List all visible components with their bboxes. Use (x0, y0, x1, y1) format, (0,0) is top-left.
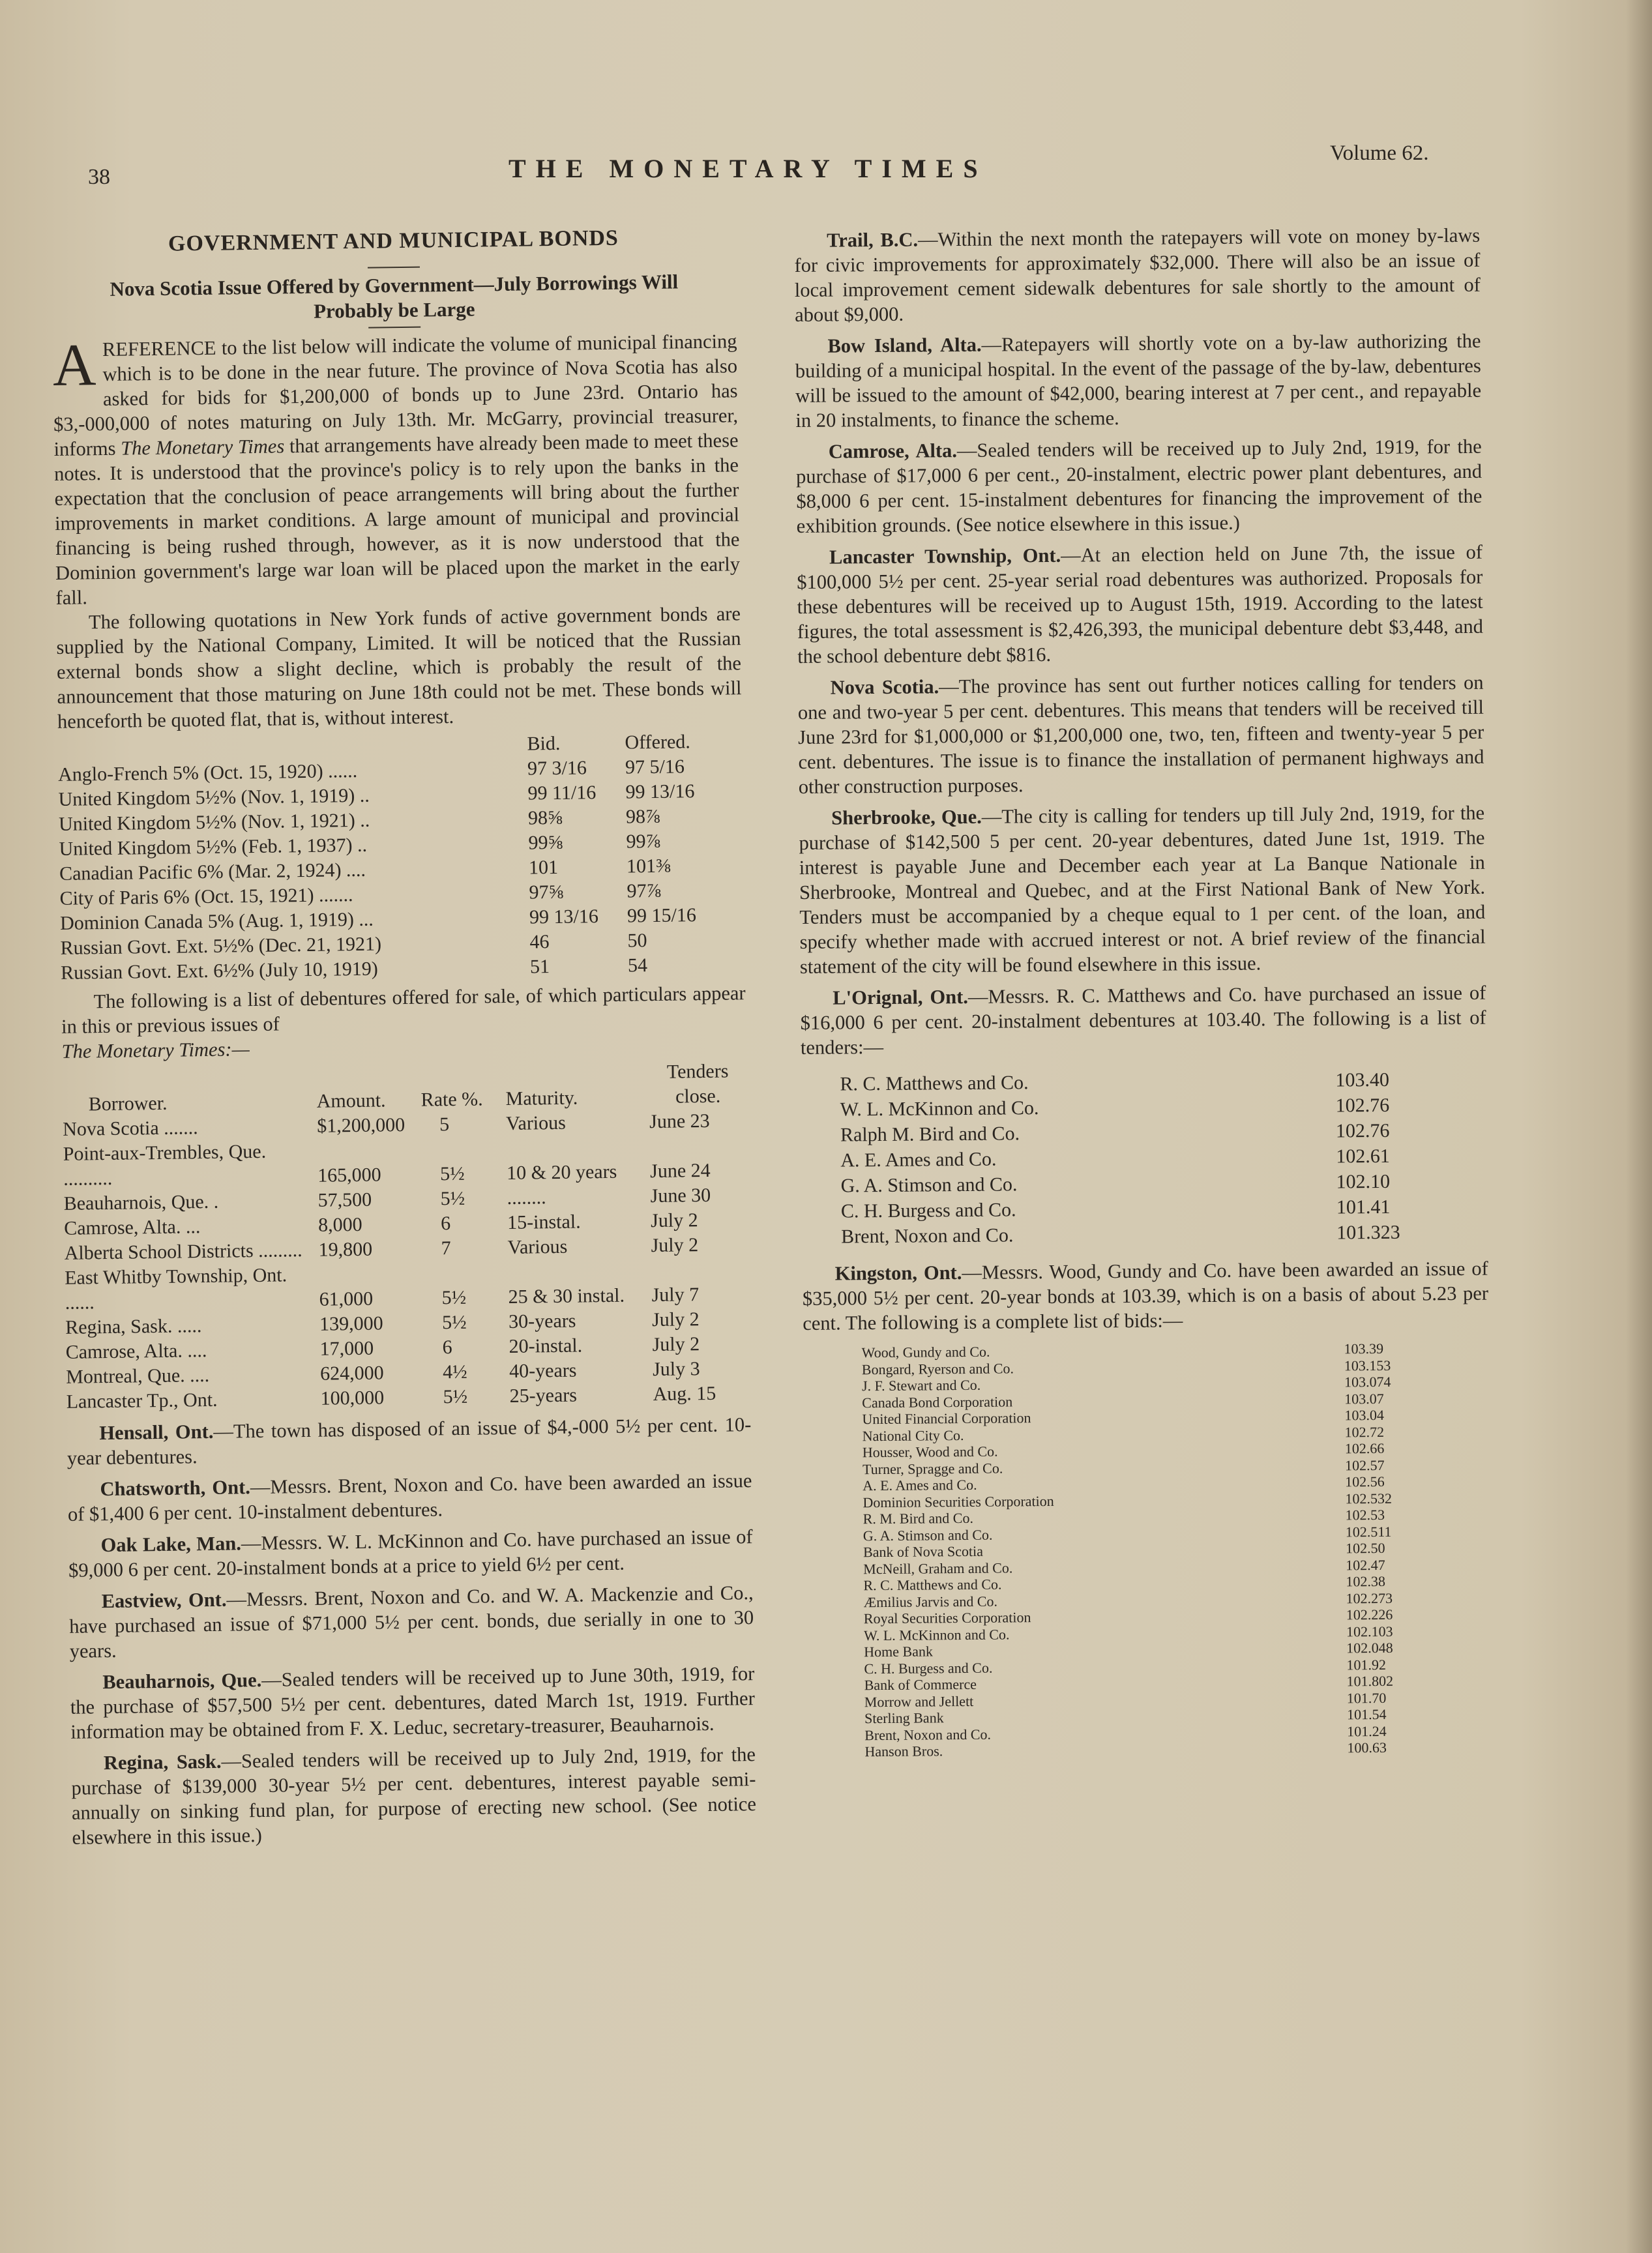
bid-name: C. H. Burgess and Co. (864, 1659, 993, 1677)
bid-name: R. C. Matthews and Co. (863, 1576, 1002, 1594)
news-item (66, 1412, 752, 1471)
quote-offered: 97⅞ (627, 879, 662, 902)
bid-price: 102.511 (1345, 1523, 1392, 1540)
publication-name: The Monetary Times (120, 435, 285, 460)
debenture-rate: 5½ (439, 1162, 465, 1185)
debenture-amount: 100,000 (320, 1387, 385, 1409)
deb-header-maturity: Maturity. (505, 1087, 578, 1110)
debenture-amount: 19,800 (318, 1238, 373, 1261)
tender-price: 102.76 (1335, 1094, 1390, 1117)
quote-bid: 98⅝ (527, 806, 563, 829)
news-text: —Messrs. W. L. McKinnon and Co. have purchased an issue of $9,000 6 per cent. 20-instalment bonds at a price to yield 6½ per cent. (68, 1525, 753, 1582)
debenture-amount: 624,000 (319, 1362, 384, 1385)
news-item (799, 801, 1486, 979)
news-text: —Sealed tenders will be received up to July 2nd, 1919, for the purchase of $139,000 30-year 5½ per cent. debentures, interest payable semi-annually on sinking fund plan, for purpose of erecting new school. (See notice elsewhere in this issue.) (71, 1743, 757, 1849)
news-item (794, 223, 1481, 327)
bid-price: 102.53 (1345, 1506, 1385, 1524)
debenture-row (63, 1133, 748, 1192)
debenture-maturity: ........ (507, 1186, 546, 1209)
debenture-close: July 2 (650, 1209, 698, 1232)
quote-name: United Kingdom 5½% (Nov. 1, 1921) .. (58, 809, 370, 835)
tender-name: A. E. Ames and Co. (840, 1148, 997, 1171)
debenture-amount: 57,500 (317, 1188, 372, 1211)
news-place: Regina, Sask. (103, 1750, 222, 1774)
news-item (795, 329, 1481, 433)
bid-price: 101.70 (1346, 1689, 1387, 1706)
news-item (797, 540, 1483, 669)
quote-name: Anglo-French 5% (Oct. 15, 1920) ...... (57, 759, 358, 786)
bid-price: 102.38 (1346, 1572, 1386, 1590)
debenture-maturity: 20-instal. (509, 1334, 583, 1357)
bid-name: Home Bank (864, 1643, 934, 1660)
publication-name-2: The Monetary Times:— (61, 1038, 250, 1063)
deb-header-rate: Rate %. (420, 1088, 483, 1111)
news-place: Kingston, Ont. (834, 1261, 962, 1285)
quote-offered: 99 15/16 (627, 904, 697, 927)
debenture-borrower: Lancaster Tp., Ont. (66, 1389, 218, 1413)
quotations-paragraph: The following quotations in New York funds of active government bonds are supplied by the National Company, Limited. It will be noticed that the Russian external bonds show a slight decline, which is probably the result of the announcement that those maturing on June 18th could not be met. These bonds will henceforth be quoted flat, that is, without interest. (56, 602, 742, 733)
news-text: —Sealed tenders will be received up to June 30th, 1919, for the purchase of $57,500 5½ per cent. debentures, dated March 1st, 1919. Further information may be obtained from F. X. Leduc, secretary-treasurer, Beauharnois. (70, 1662, 755, 1743)
title-rule (368, 267, 420, 269)
quote-name: United Kingdom 5½% (Nov. 1, 1919) .. (58, 784, 370, 810)
bid-price: 103.07 (1344, 1390, 1384, 1407)
bid-name: Sterling Bank (864, 1709, 944, 1727)
debenture-maturity: Various (507, 1235, 568, 1258)
bid-price: 102.226 (1346, 1606, 1393, 1623)
news-item (797, 670, 1484, 799)
bid-price: 102.532 (1345, 1490, 1393, 1507)
news-place: Beauharnois, Que. (102, 1668, 262, 1694)
bid-name: Bank of Nova Scotia (863, 1542, 984, 1561)
bid-name: Morrow and Jellett (864, 1692, 974, 1710)
right-column (794, 216, 1492, 1761)
bid-price: 102.57 (1344, 1456, 1385, 1473)
bid-price: 103.04 (1344, 1406, 1385, 1424)
debenture-borrower: East Whitby Township, Ont. ...... (64, 1264, 288, 1314)
quote-bid: 46 (529, 931, 550, 953)
news-text: —The city is calling for tenders up till July 2nd, 1919, for the purchase of $142,500 5 per cent. 20-year debentures, dated June 1st, 1919. The interest is payable June and December each year at La Banque Nationale in Sherbrooke, Montreal and Quebec, and at the First National Bank of New York. Tenders must be accompanied by a cheque equal to 1 per cent. of the loan, and specify whether made with accrued interest or not. A brief review of the financial statement of the city will be found elsewhere in this issue. (799, 801, 1486, 978)
debenture-close: July 3 (652, 1358, 700, 1381)
news-place: Hensall, Ont. (99, 1420, 214, 1445)
debenture-borrower: Camrose, Alta. .... (65, 1340, 207, 1363)
news-item (70, 1661, 755, 1745)
masthead: THE MONETARY TIMES (509, 154, 988, 183)
news-item (800, 980, 1486, 1060)
debenture-borrower: Nova Scotia ....... (63, 1117, 198, 1140)
deb-header-amount: Amount. (316, 1089, 386, 1112)
quote-name: Russian Govt. Ext. 6½% (July 10, 1919) (60, 958, 378, 984)
news-text: —Messrs. Wood, Gundy and Co. have been awarded an issue of $35,000 5½ per cent. 20-year bonds at 103.39, which is on a basis of about 5.23 per cent. The following is a complete list of bids:— (802, 1257, 1489, 1334)
debenture-rate: 7 (441, 1237, 451, 1259)
quote-name: Canadian Pacific 6% (Mar. 2, 1924) .... (59, 859, 366, 885)
page-edge-shadow (1626, 0, 1652, 2253)
news-place: Nova Scotia. (830, 675, 939, 699)
debenture-row (65, 1257, 750, 1316)
news-text: —The province has sent out further notices calling for tenders on one and two-year 5 per cent. debentures. This means that tenders will be received till June 23rd for $1,000,000 or $1,200,000 one, two, ten, fifteen and twenty-year 5 per cent. debentures. The issue is to finance the installation of permanent highways and other construction purposes. (797, 671, 1484, 798)
bid-price: 101.54 (1346, 1705, 1387, 1723)
volume-label: Volume 62. (1330, 141, 1429, 165)
debenture-rate: 4½ (442, 1361, 467, 1383)
news-item (68, 1524, 753, 1583)
quote-name: Dominion Canada 5% (Aug. 1, 1919) ... (59, 908, 374, 934)
quotes-header-offered: Offered. (625, 731, 690, 754)
news-text: —Sealed tenders will be received up to July 2nd, 1919, for the purchase of $17,000 6 per cent., 20-instalment, electric power plant debentures, and $8,000 6 per cent. 15-instalment debentures for financing the improvement of the exhibition grounds. (See notice elsewhere in this issue.) (795, 435, 1482, 537)
tender-name: Brent, Noxon and Co. (841, 1224, 1014, 1248)
tender-name: W. L. McKinnon and Co. (840, 1097, 1039, 1121)
debenture-borrower: Montreal, Que. .... (65, 1364, 210, 1388)
debenture-amount: 17,000 (319, 1337, 374, 1360)
news-text: —Messrs. Brent, Noxon and Co. have been awarded an issue of $1,400 6 per cent. 10-instalment debentures. (67, 1469, 752, 1525)
quote-bid: 99⅝ (528, 831, 563, 854)
intro-paragraph (52, 329, 740, 610)
tender-name: Ralph M. Bird and Co. (840, 1123, 1020, 1146)
bid-name: Æmilius Jarvis and Co. (863, 1593, 998, 1610)
quote-bid: 101 (528, 856, 559, 879)
tender-name: G. A. Stimson and Co. (840, 1173, 1018, 1197)
debenture-rate: 6 (442, 1336, 452, 1359)
quote-offered: 50 (627, 930, 647, 952)
debenture-rate: 6 (440, 1213, 451, 1235)
subtitle-rule (368, 327, 420, 329)
drop-cap: A (52, 331, 96, 398)
quote-bid: 97⅝ (529, 881, 564, 904)
tender-price: 102.61 (1336, 1145, 1390, 1168)
news-text: —The town has disposed of an issue of $4,-000 5½ per cent. 10-year debentures. (66, 1413, 752, 1469)
bid-price: 103.153 (1344, 1357, 1391, 1374)
debenture-maturity: 25-years (509, 1384, 578, 1407)
quote-offered: 99⅞ (626, 830, 661, 853)
bid-price: 102.47 (1346, 1556, 1385, 1573)
bid-name: W. L. McKinnon and Co. (863, 1625, 1010, 1643)
news-text: —Messrs. Brent, Noxon and Co. and W. A. Mackenzie and Co., have purchased an issue of $71,000 5½ per cent. bonds, due serially in one to 30 years. (68, 1582, 754, 1662)
quote-name: United Kingdom 5½% (Feb. 1, 1937) .. (59, 834, 368, 860)
page-number: 38 (88, 165, 110, 189)
quote-bid: 97 3/16 (527, 757, 587, 780)
news-item (67, 1468, 752, 1527)
bid-price: 102.103 (1346, 1623, 1393, 1640)
bid-price: 102.048 (1346, 1639, 1393, 1657)
bid-name: Royal Securities Corporation (863, 1609, 1031, 1627)
debenture-rate: 5½ (443, 1385, 468, 1408)
bond-quotations-table (57, 729, 745, 986)
debenture-maturity: 25 & 30 instal. (508, 1284, 625, 1308)
bid-price: 101.92 (1346, 1656, 1387, 1673)
debenture-maturity: Various (505, 1112, 567, 1134)
bid-name: Canada Bond Corporation (862, 1392, 1013, 1411)
debentures-paragraph: The following is a list of debentures offered for sale, of which particulars appear in this or previous issues of The Monetary Times:— (61, 982, 746, 1063)
bid-name: Bongard, Ryerson and Co. (861, 1359, 1014, 1377)
debenture-amount: 8,000 (317, 1213, 362, 1236)
news-place: Oak Lake, Man. (100, 1532, 242, 1557)
debenture-maturity: 15-instal. (507, 1211, 581, 1233)
news-item-kingston (803, 1256, 1489, 1336)
debenture-amount: 139,000 (319, 1312, 383, 1335)
tender-name: R. C. Matthews and Co. (840, 1072, 1029, 1095)
news-item (796, 434, 1482, 538)
quote-offered: 97 5/16 (625, 756, 685, 778)
debenture-rate: 5 (439, 1113, 450, 1136)
bid-name: J. F. Stewart and Co. (861, 1376, 981, 1394)
debenture-amount: 61,000 (319, 1288, 374, 1310)
quote-offered: 54 (627, 954, 648, 977)
right-news-items (794, 223, 1486, 1060)
left-news-items (66, 1412, 757, 1850)
bid-name: Brent, Noxon and Co. (864, 1726, 992, 1743)
article-subtitle: Nova Scotia Issue Offered by Government—July Borrowings Will Probably be Large (110, 270, 679, 323)
news-place: Camrose, Alta. (828, 439, 958, 463)
bid-price: 102.66 (1344, 1439, 1385, 1457)
debenture-close: July 2 (651, 1308, 700, 1331)
deb-header-row (62, 1059, 747, 1117)
debenture-maturity: 40-years (509, 1359, 577, 1382)
debenture-close: June 23 (649, 1110, 710, 1133)
tender-price: 101.323 (1336, 1221, 1400, 1244)
news-item (71, 1742, 757, 1850)
quote-offered: 98⅞ (625, 805, 660, 828)
debenture-borrower: Regina, Sask. ..... (65, 1315, 202, 1338)
quote-bid: 99 13/16 (529, 906, 599, 928)
quotes-header-bid: Bid. (527, 732, 561, 755)
left-column (51, 213, 757, 1850)
tender-name: C. H. Burgess and Co. (840, 1199, 1016, 1222)
news-place: Bow Island, Alta. (827, 333, 982, 357)
debenture-rate: 5½ (440, 1187, 465, 1210)
debenture-borrower: Camrose, Alta. ... (64, 1216, 201, 1239)
debenture-rate: 5½ (441, 1311, 467, 1334)
debenture-borrower: Alberta School Districts ......... (64, 1239, 302, 1264)
debenture-close: Aug. 15 (653, 1382, 716, 1406)
quote-offered: 99 13/16 (625, 780, 695, 803)
kingston-bids-table (862, 1340, 1413, 1760)
quote-offered: 101⅜ (626, 855, 671, 877)
bid-price: 103.39 (1344, 1340, 1384, 1357)
page-header (0, 140, 1652, 189)
deb-header-borrower: Borrower. (88, 1092, 168, 1115)
tender-price: 102.10 (1336, 1170, 1391, 1193)
news-place: Eastview, Ont. (101, 1588, 227, 1613)
debenture-borrower: Point-aux-Trembles, Que. .......... (63, 1140, 267, 1190)
bid-price: 102.273 (1346, 1589, 1393, 1606)
bid-name: Wood, Gundy and Co. (861, 1343, 990, 1361)
lorignal-tenders-table (840, 1067, 1467, 1250)
bid-name: Bank of Commerce (864, 1675, 977, 1694)
news-place: Chatsworth, Ont. (100, 1476, 251, 1501)
bid-price: 103.074 (1344, 1373, 1391, 1391)
debenture-rate: 5½ (441, 1286, 467, 1309)
news-text: —Messrs. R. C. Matthews and Co. have purchased an issue of $16,000 6 per cent. 20-instalment debentures at 103.40. The following is a list of tenders:— (800, 981, 1486, 1059)
bid-name: Housser, Wood and Co. (862, 1443, 998, 1461)
tender-price: 102.76 (1335, 1119, 1390, 1142)
debenture-maturity: 10 & 20 years (506, 1160, 617, 1184)
bid-name: Hanson Bros. (864, 1743, 943, 1760)
debenture-close: July 2 (652, 1333, 700, 1356)
bid-name: Dominion Securities Corporation (863, 1492, 1054, 1510)
debenture-amount: $1,200,000 (316, 1114, 406, 1137)
debenture-close: July 7 (651, 1284, 700, 1306)
debenture-close: June 24 (649, 1159, 711, 1183)
news-place: Sherbrooke, Que. (831, 805, 982, 829)
tender-price: 103.40 (1335, 1068, 1389, 1091)
bid-name: United Financial Corporation (862, 1409, 1031, 1428)
debenture-close: June 30 (650, 1184, 711, 1207)
news-text: —Within the next month the ratepayers will vote on money by-laws for civic improvements for approximately $32,000. There will also be an issue of local improvement cement sidewalk debentures for sale shortly to the amount of about $9,000. (794, 224, 1481, 326)
intro-text: REFERENCE to the list below will indicate the volume of municipal financing which is to be done in the near future. The province of Nova Scotia has also asked for bids for $1,200,000 of bonds up to June 23rd. Ontario has $3,-000,000 of notes maturing on July 13th. Mr. McGarry, provincial treasurer, informs (53, 330, 739, 460)
quote-bid: 51 (529, 956, 550, 978)
tender-row (841, 1219, 1467, 1250)
debenture-close: July 2 (651, 1234, 699, 1257)
bid-price: 102.56 (1345, 1473, 1385, 1490)
news-place: Lancaster Township, Ont. (829, 544, 1061, 568)
bid-price: 102.72 (1344, 1423, 1385, 1440)
article-title: GOVERNMENT AND MUNICIPAL BONDS (168, 226, 619, 256)
news-text: —At an election held on June 7th, the issue of $100,000 5½ per cent. 25-year serial road debentures was authorized. Proposals for these debentures will be received up to August 15th, 1919. According to the latest figures, the total assessment is $2,426,393, the municipal debenture debt $3,448, and the school debenture debt $816. (797, 540, 1484, 668)
bid-name: A. E. Ames and Co. (863, 1476, 977, 1494)
bid-name: McNeill, Graham and Co. (863, 1559, 1013, 1577)
news-item (68, 1580, 754, 1664)
bid-price: 102.50 (1345, 1539, 1385, 1557)
quote-bid: 99 11/16 (527, 782, 597, 804)
bid-name: R. M. Bird and Co. (863, 1509, 974, 1527)
bid-price: 100.63 (1347, 1739, 1387, 1756)
bid-name: National City Co. (862, 1426, 964, 1444)
debentures-table (62, 1059, 751, 1415)
bid-price: 101.24 (1347, 1722, 1387, 1739)
tender-price: 101.41 (1336, 1196, 1391, 1218)
news-place: L'Orignal, Ont. (833, 985, 969, 1009)
quote-name: City of Paris 6% (Oct. 15, 1921) ....... (59, 884, 353, 909)
news-text: —Ratepayers will shortly vote on a by-law authorizing the building of a municipal hospital. In the event of the passage of the by-law, debentures will be issued to the amount of $42,000, bearing interest at 7 per cent., and repayable in 20 instalments, to finance the scheme. (795, 329, 1482, 432)
news-place: Trail, B.C. (827, 228, 919, 252)
intro-text-end: that arrangements have already been made to meet these notes. It is understood that the province's policy is to rely upon the banks in the expectation that the conclusion of peace arrangements will bring about the further improvements in market conditions. A large amount of municipal and provincial financing is being rushed through, however, as it is now understood that the Dominion government's large war loan will be placed upon the market in the early fall. (53, 429, 741, 609)
bid-name: Turner, Spragge and Co. (862, 1460, 1003, 1477)
bid-name: G. A. Stimson and Co. (863, 1526, 993, 1544)
quote-name: Russian Govt. Ext. 5½% (Dec. 21, 1921) (60, 933, 382, 959)
bid-price: 101.802 (1346, 1672, 1394, 1690)
deb-header-close: Tenders close. (666, 1060, 729, 1108)
debenture-maturity: 30-years (508, 1310, 576, 1333)
debenture-borrower: Beauharnois, Que. . (63, 1190, 219, 1215)
debenture-amount: 165,000 (317, 1164, 381, 1186)
